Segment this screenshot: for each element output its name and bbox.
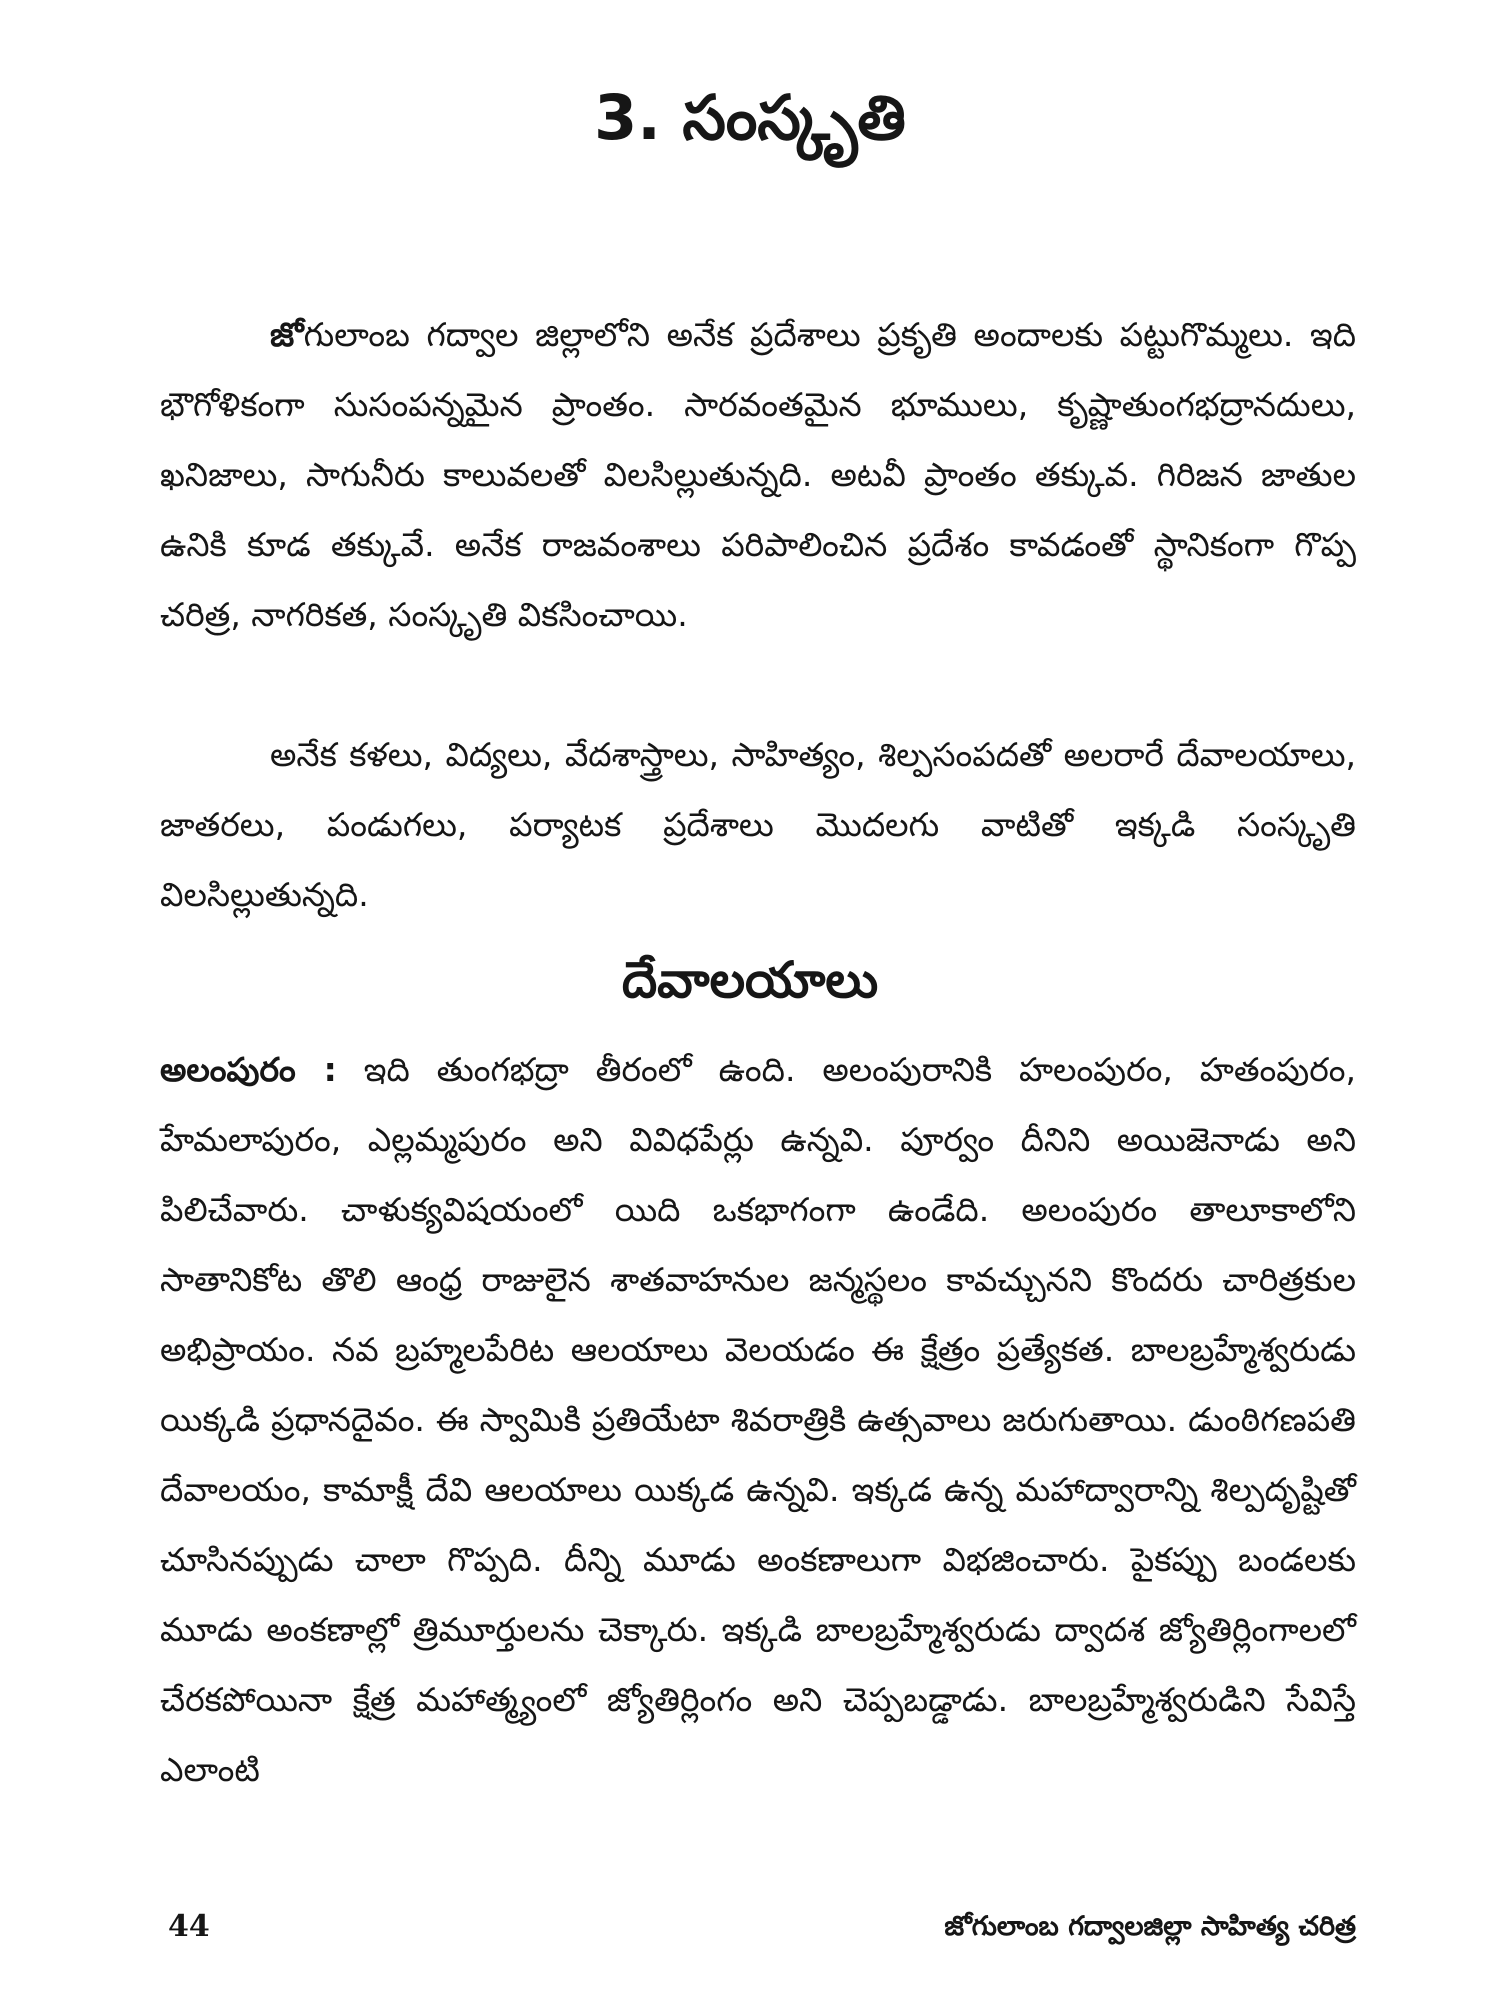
section-lead-term: అలంపురం : <box>160 1050 337 1089</box>
running-footer-title: జోగులాంబ గద్వాలజిల్లా సాహిత్య చరిత్ర <box>944 1911 1356 1942</box>
page-number: 44 <box>168 1909 210 1944</box>
section-paragraph-text: ఇది తుంగభద్రా తీరంలో ఉంది. అలంపురానికి హలంపురం, హతంపురం, హేమలాపురం, ఎల్లమ్మపురం అని వివిధపేర్లు ఉన్నవి. పూర్వం దీనిని అయిజెనాడు అని పిలిచేవారు. చాళుక్యవిషయంలో యిది ఒకభాగంగా ఉండేది. అలంపురం తాలూకాలోని సాతానికోట తొలి ఆంధ్ర రాజులైన శాతవాహనుల జన్మస్థలం కావచ్చునని కొందరు చారిత్రకుల అభిప్రాయం. నవ బ్రహ్మలపేరిట ఆలయాలు వెలయడం ఈ క్షేత్రం ప్రత్యేకత. బాలబ్రహ్మేశ్వరుడు యిక్కడి ప్రధానదైవం. ఈ స్వామికి ప్రతియేటా శివరాత్రికి ఉత్సవాలు జరుగుతాయి. డుంఠిగణపతి దేవాలయం, కామాక్షీ దేవి ఆలయాలు యిక్కడ ఉన్నవి. ఇక్కడ ఉన్న మహాద్వారాన్ని శిల్పదృష్టితో చూసినప్పుడు చాలా గొప్పది. దీన్ని మూడు అంకణాలుగా విభజించారు. పైకప్పు బండలకు మూడు అంకణాల్లో త్రిమూర్తులను చెక్కారు. ఇక్కడి బాలబ్రహ్మేశ్వరుడు ద్వాదశ జ్యోతిర్లింగాలలో చేరకపోయినా క్షేత్ర మహాత్మ్యంలో జ్యోతిర్లింగం అని చెప్పబడ్డాడు. బాలబ్రహ్మేశ్వరుడిని సేవిస్తే ఎలాంటి <box>160 1050 1356 1789</box>
chapter-title: 3. సంస్కృతి <box>594 81 906 154</box>
page-footer <box>160 1905 1356 1949</box>
section-heading: దేవాలయాలు <box>621 951 879 1009</box>
intro-paragraph-2: అనేక కళలు, విద్యలు, వేదశాస్త్రాలు, సాహిత్యం, శిల్పసంపదతో అలరారే దేవాలయాలు, జాతరలు, పండుగలు, పర్యాటక ప్రదేశాలు మొదలగు వాటితో ఇక్కడి సంస్కృతి విలసిల్లుతున్నది. <box>160 735 1356 914</box>
intro-paragraph-1 <box>160 300 1356 650</box>
drop-lead-syllable: జో <box>270 315 304 354</box>
section-paragraph <box>160 1035 1356 1805</box>
intro-paragraph-1-text: గులాంబ గద్వాల జిల్లాలోని అనేక ప్రదేశాలు ప్రకృతి అందాలకు పట్టుగొమ్మలు. ఇది భౌగోళికంగా సుసంపన్నమైన ప్రాంతం. సారవంతమైన భూములు, కృష్ణాతుంగభద్రానదులు, ఖనిజాలు, సాగునీరు కాలువలతో విలసిల్లుతున్నది. అటవీ ప్రాంతం తక్కువ. గిరిజన జాతుల ఉనికి కూడ తక్కువే. అనేక రాజవంశాలు పరిపాలించిన ప్రదేశం కావడంతో స్థానికంగా గొప్ప చరిత్ర, నాగరికత, సంస్కృతి వికసించాయి. <box>160 315 1356 634</box>
